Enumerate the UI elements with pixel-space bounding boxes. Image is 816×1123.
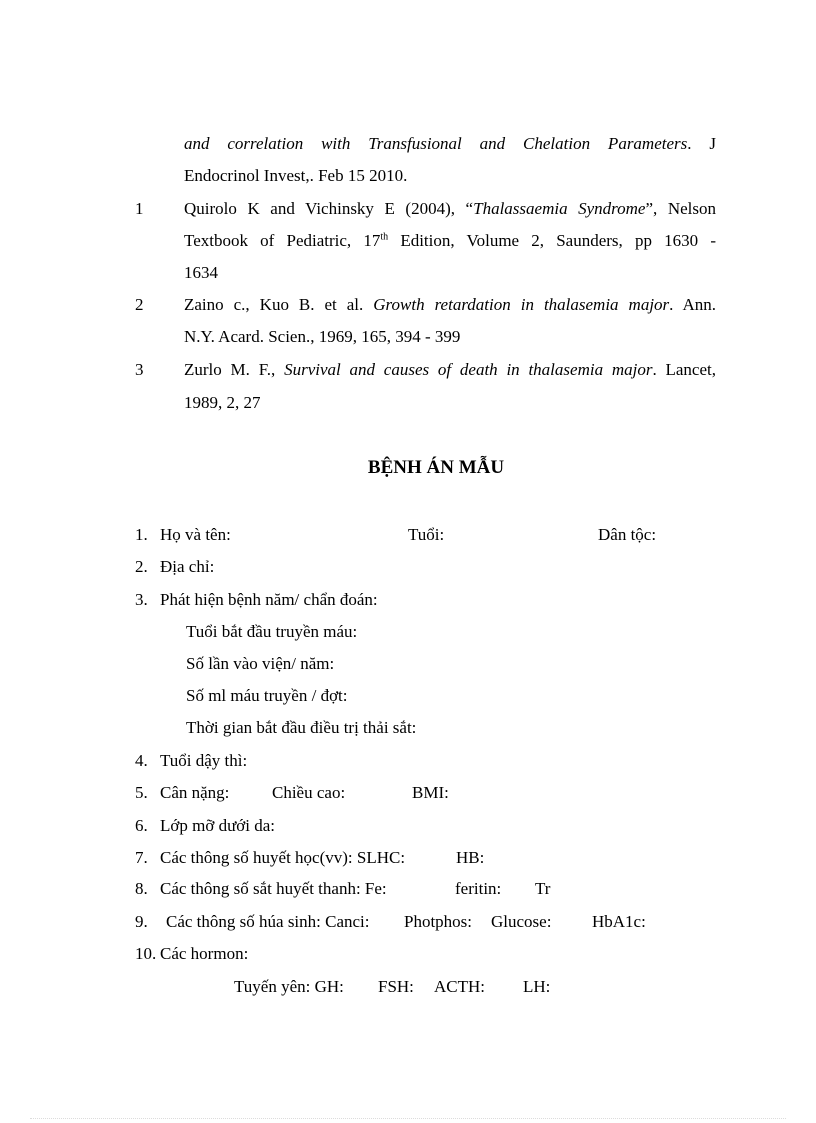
item-6-number: 6. xyxy=(135,816,148,835)
reference-continuation-line1 xyxy=(184,134,716,154)
glucose-label: Glucose: xyxy=(491,912,552,931)
form-title: BỆNH ÁN MẪU xyxy=(367,457,505,478)
reference-1-authors: Quirolo K and Vichinsky E (2004), “ xyxy=(184,199,474,218)
name-label: Họ và tên: xyxy=(160,525,231,544)
reference-3-title: Survival and causes of death in thalasemia major xyxy=(284,360,653,379)
age-label: Tuổi: xyxy=(408,525,445,544)
reference-1-source: ”, Nelson xyxy=(645,199,716,218)
reference-3-authors: Zurlo M. F., xyxy=(184,360,285,379)
reference-number-2: 2 xyxy=(135,295,144,314)
photphos-label: Photphos: xyxy=(404,912,473,931)
ethnic-label: Dân tộc: xyxy=(598,525,657,544)
transferrin-label: Tr xyxy=(535,879,551,898)
item-3-number: 3. xyxy=(135,590,148,609)
reference-2-source: . Ann. xyxy=(669,295,716,314)
diagnosis-label: Phát hiện bệnh năm/ chẩn đoán: xyxy=(160,590,378,609)
reference-1-title: Thalassaemia Syndrome xyxy=(473,199,646,218)
item-1-number: 1. xyxy=(135,525,148,544)
item-7-number: 7. xyxy=(135,848,148,867)
reference-2-line1 xyxy=(184,295,716,315)
reference-2-line2: N.Y. Acard. Scien., 1969, 165, 394 - 399 xyxy=(184,327,461,346)
reference-1-edition: Edition, Volume 2, Saunders, pp 1630 - xyxy=(388,231,716,250)
page-bottom-divider xyxy=(30,1118,786,1119)
reference-3-source: . Lancet, xyxy=(652,360,716,379)
item-8-number: 8. xyxy=(135,879,148,898)
chelation-start-label: Thời gian bắt đầu điều trị thải sắt: xyxy=(186,718,417,737)
admissions-per-year-label: Số lần vào viện/ năm: xyxy=(186,654,335,673)
reference-continuation-title: and correlation with Transfusional and Chelation Parameters xyxy=(184,134,688,153)
reference-number-3: 3 xyxy=(135,360,144,379)
lh-label: LH: xyxy=(523,977,551,996)
item-10-number: 10. xyxy=(135,944,157,963)
bmi-label: BMI: xyxy=(412,783,449,802)
weight-label: Cân nặng: xyxy=(160,783,230,802)
reference-1-book: Textbook of Pediatric, 17 xyxy=(184,231,381,250)
acth-label: ACTH: xyxy=(434,977,485,996)
hematology-label: Các thông số huyết học(vv): SLHC: xyxy=(160,848,406,867)
item-5-number: 5. xyxy=(135,783,148,802)
item-4-number: 4. xyxy=(135,751,148,770)
reference-2-title: Growth retardation in thalasemia major xyxy=(373,295,670,314)
ferritin-label: feritin: xyxy=(455,879,502,898)
puberty-age-label: Tuổi dậy thì: xyxy=(160,751,248,770)
item-2-number: 2. xyxy=(135,557,148,576)
reference-1-ordinal: th xyxy=(380,231,389,243)
height-label: Chiều cao: xyxy=(272,783,346,802)
item-9-number: 9. xyxy=(135,912,148,931)
reference-continuation-tail: . J xyxy=(687,134,716,153)
reference-3-line2: 1989, 2, 27 xyxy=(184,393,261,412)
reference-3-line1 xyxy=(184,360,716,380)
fsh-label: FSH: xyxy=(378,977,414,996)
biochemistry-label: Các thông số húa sinh: Canci: xyxy=(166,912,370,931)
reference-number-1: 1 xyxy=(135,199,144,218)
blood-volume-label: Số ml máu truyền / đợt: xyxy=(186,686,348,705)
serum-iron-label: Các thông số sắt huyết thanh: Fe: xyxy=(160,879,387,898)
hba1c-label: HbA1c: xyxy=(592,912,646,931)
hormones-label: Các hormon: xyxy=(160,944,249,963)
pituitary-gh-label: Tuyến yên: GH: xyxy=(234,977,344,996)
address-label: Địa chỉ: xyxy=(160,557,215,576)
reference-1-line2 xyxy=(184,231,716,251)
reference-2-authors: Zaino c., Kuo B. et al. xyxy=(184,295,374,314)
hb-label: HB: xyxy=(456,848,485,867)
subcutaneous-fat-label: Lớp mỡ dưới da: xyxy=(160,816,276,835)
reference-continuation-line2: Endocrinol Invest,. Feb 15 2010. xyxy=(184,166,408,185)
transfusion-start-age-label: Tuổi bắt đầu truyền máu: xyxy=(186,622,358,641)
reference-1-line1 xyxy=(184,199,716,219)
reference-1-line3: 1634 xyxy=(184,263,218,282)
